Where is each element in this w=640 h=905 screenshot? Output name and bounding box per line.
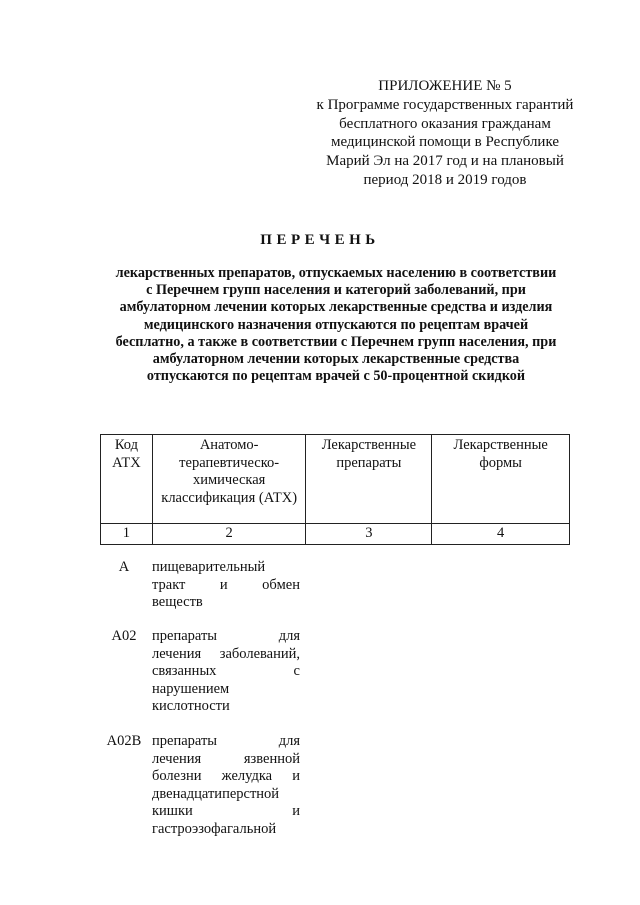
subtitle-line: амбулаторном лечении которых лекарственные средства — [152, 351, 520, 368]
appendix-line: Марий Эл на 2017 год и на плановый — [326, 153, 564, 170]
document-subtitle — [100, 265, 572, 385]
atc-code: А02В — [106, 733, 142, 749]
atc-description: препараты для лечения язвенной болезни желудка и двенадцатиперстной кишки и гастроэзофагальной — [152, 733, 300, 837]
subtitle-line: бесплатно, а также в соответствии с Перечнем групп населения, при — [115, 333, 557, 350]
header-atc-code: Код АТХ — [101, 435, 153, 524]
header-atc-classification: Анатомо- терапевтическо- химическая классификация (АТХ) — [152, 435, 306, 524]
column-number: 2 — [152, 524, 306, 545]
appendix-header — [300, 77, 590, 190]
column-number: 3 — [306, 524, 432, 545]
appendix-line: к Программе государственных гарантий — [316, 96, 574, 113]
header-dosage-forms: Лекарственные формы — [432, 435, 570, 524]
atc-code: А02 — [111, 628, 137, 644]
atc-description: препараты для лечения заболеваний, связанных с нарушением кислотности — [152, 628, 300, 714]
column-number: 4 — [432, 524, 570, 545]
atc-description: пищеварительный тракт и обмен веществ — [152, 559, 300, 610]
atc-table — [100, 434, 570, 545]
subtitle-line: отпускаются по рецептам врачей с 50-процентной скидкой — [146, 368, 526, 385]
table-header-row — [101, 435, 570, 524]
subtitle-line: амбулаторном лечении которых лекарственные средства и изделия — [119, 299, 553, 316]
appendix-line: период 2018 и 2019 годов — [363, 171, 527, 188]
subtitle-line: медицинского назначения отпускаются по рецептам врачей — [143, 316, 529, 333]
document-title: ПЕРЕЧЕНЬ — [260, 232, 380, 248]
column-number: 1 — [101, 524, 153, 545]
appendix-line: бесплатного оказания гражданам — [339, 115, 551, 132]
subtitle-line: с Перечнем групп населения и категорий заболеваний, при — [146, 282, 526, 299]
atc-code: А — [118, 559, 130, 575]
table-column-numbers-row — [101, 524, 570, 545]
subtitle-line: лекарственных препаратов, отпускаемых населению в соответствии — [115, 265, 557, 281]
appendix-title: ПРИЛОЖЕНИЕ № 5 — [378, 78, 512, 94]
header-drugs: Лекарственные препараты — [306, 435, 432, 524]
appendix-line: медицинской помощи в Республике — [330, 134, 560, 151]
